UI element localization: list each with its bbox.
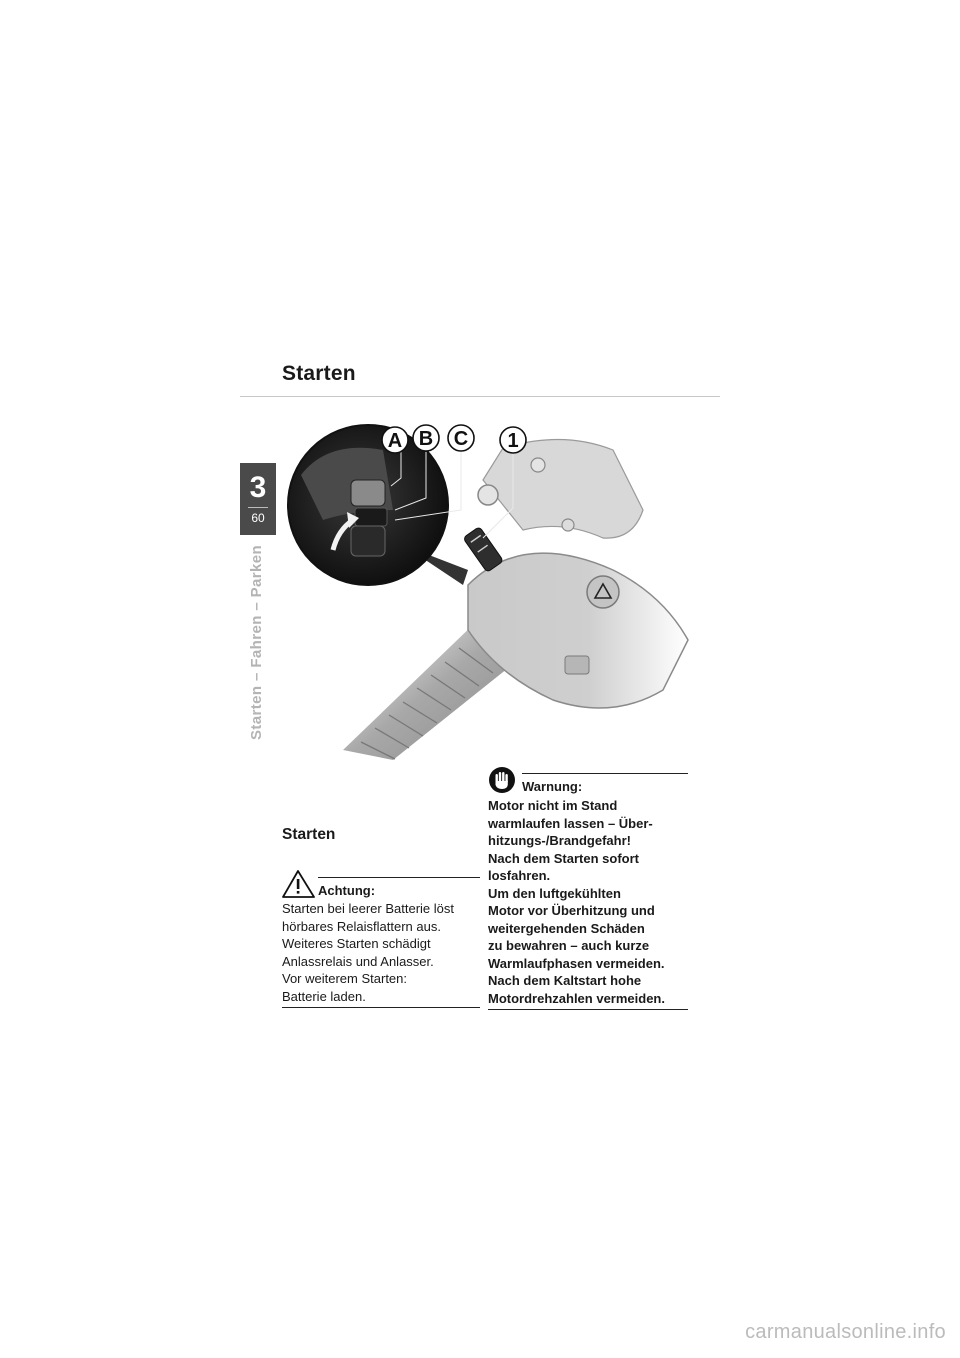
handlebar-illustration xyxy=(283,420,723,760)
caution-line: Weiteres Starten schädigt xyxy=(282,936,431,951)
warning-line: Motordrehzahlen vermeiden. xyxy=(488,990,665,1006)
warning-line: weitergehenden Schäden xyxy=(488,920,645,936)
warning-line: Motor nicht im Stand xyxy=(488,798,618,813)
warning-note xyxy=(488,766,688,1010)
caution-line: Anlassrelais und Anlasser. xyxy=(282,953,434,969)
callout-1: 1 xyxy=(507,430,519,452)
chapter-side-label: Starten – Fahren – Parken xyxy=(248,544,265,740)
warning-line: zu bewahren – auch kurze xyxy=(488,938,650,953)
warning-header xyxy=(488,766,688,794)
warning-line: Warmlaufphasen vermeiden. xyxy=(488,955,665,971)
caution-line: Vor weiterem Starten: xyxy=(282,971,407,986)
callout-b: B xyxy=(418,428,434,450)
warning-line: Nach dem Kaltstart hohe xyxy=(488,973,642,988)
caution-header xyxy=(282,870,480,898)
chapter-tab xyxy=(240,463,276,535)
page-title: Starten xyxy=(282,362,356,385)
caution-line: hörbares Relaisflattern aus. xyxy=(282,918,441,934)
stop-hand-icon xyxy=(488,766,518,794)
warning-line: hitzungs-/Brandgefahr! xyxy=(488,833,631,848)
page-number: 60 xyxy=(251,511,265,525)
warning-line: warmlaufen lassen – Über- xyxy=(488,815,653,831)
callout-labels xyxy=(382,425,526,453)
caution-line: Starten bei leerer Batterie löst xyxy=(282,901,454,916)
caution-heading: Achtung: xyxy=(318,883,376,898)
callout-a: A xyxy=(387,430,403,452)
warning-bottom-rule xyxy=(488,1009,688,1010)
watermark: carmanualsonline.info xyxy=(745,1321,946,1343)
caution-line: Batterie laden. xyxy=(282,988,366,1004)
warning-line: Motor vor Überhitzung und xyxy=(488,903,655,918)
warning-line: Um den luftgekühlten xyxy=(488,885,621,901)
title-divider xyxy=(240,396,720,397)
caution-text xyxy=(282,900,480,1005)
warning-line: losfahren. xyxy=(488,868,551,883)
section-title: Starten xyxy=(282,826,336,843)
warning-rule xyxy=(522,773,688,774)
callout-c: C xyxy=(453,428,469,450)
handlebar-switch-figure xyxy=(283,420,723,760)
caution-bottom-rule xyxy=(282,1007,480,1008)
caution-note xyxy=(282,870,480,1008)
chapter-number: 3 xyxy=(249,471,267,504)
caution-rule xyxy=(318,877,480,878)
chapter-separator xyxy=(248,507,268,508)
warning-line: Nach dem Starten sofort xyxy=(488,850,639,866)
warning-heading: Warnung: xyxy=(522,779,583,794)
warning-text xyxy=(488,797,688,1007)
caution-triangle-icon xyxy=(282,870,316,898)
